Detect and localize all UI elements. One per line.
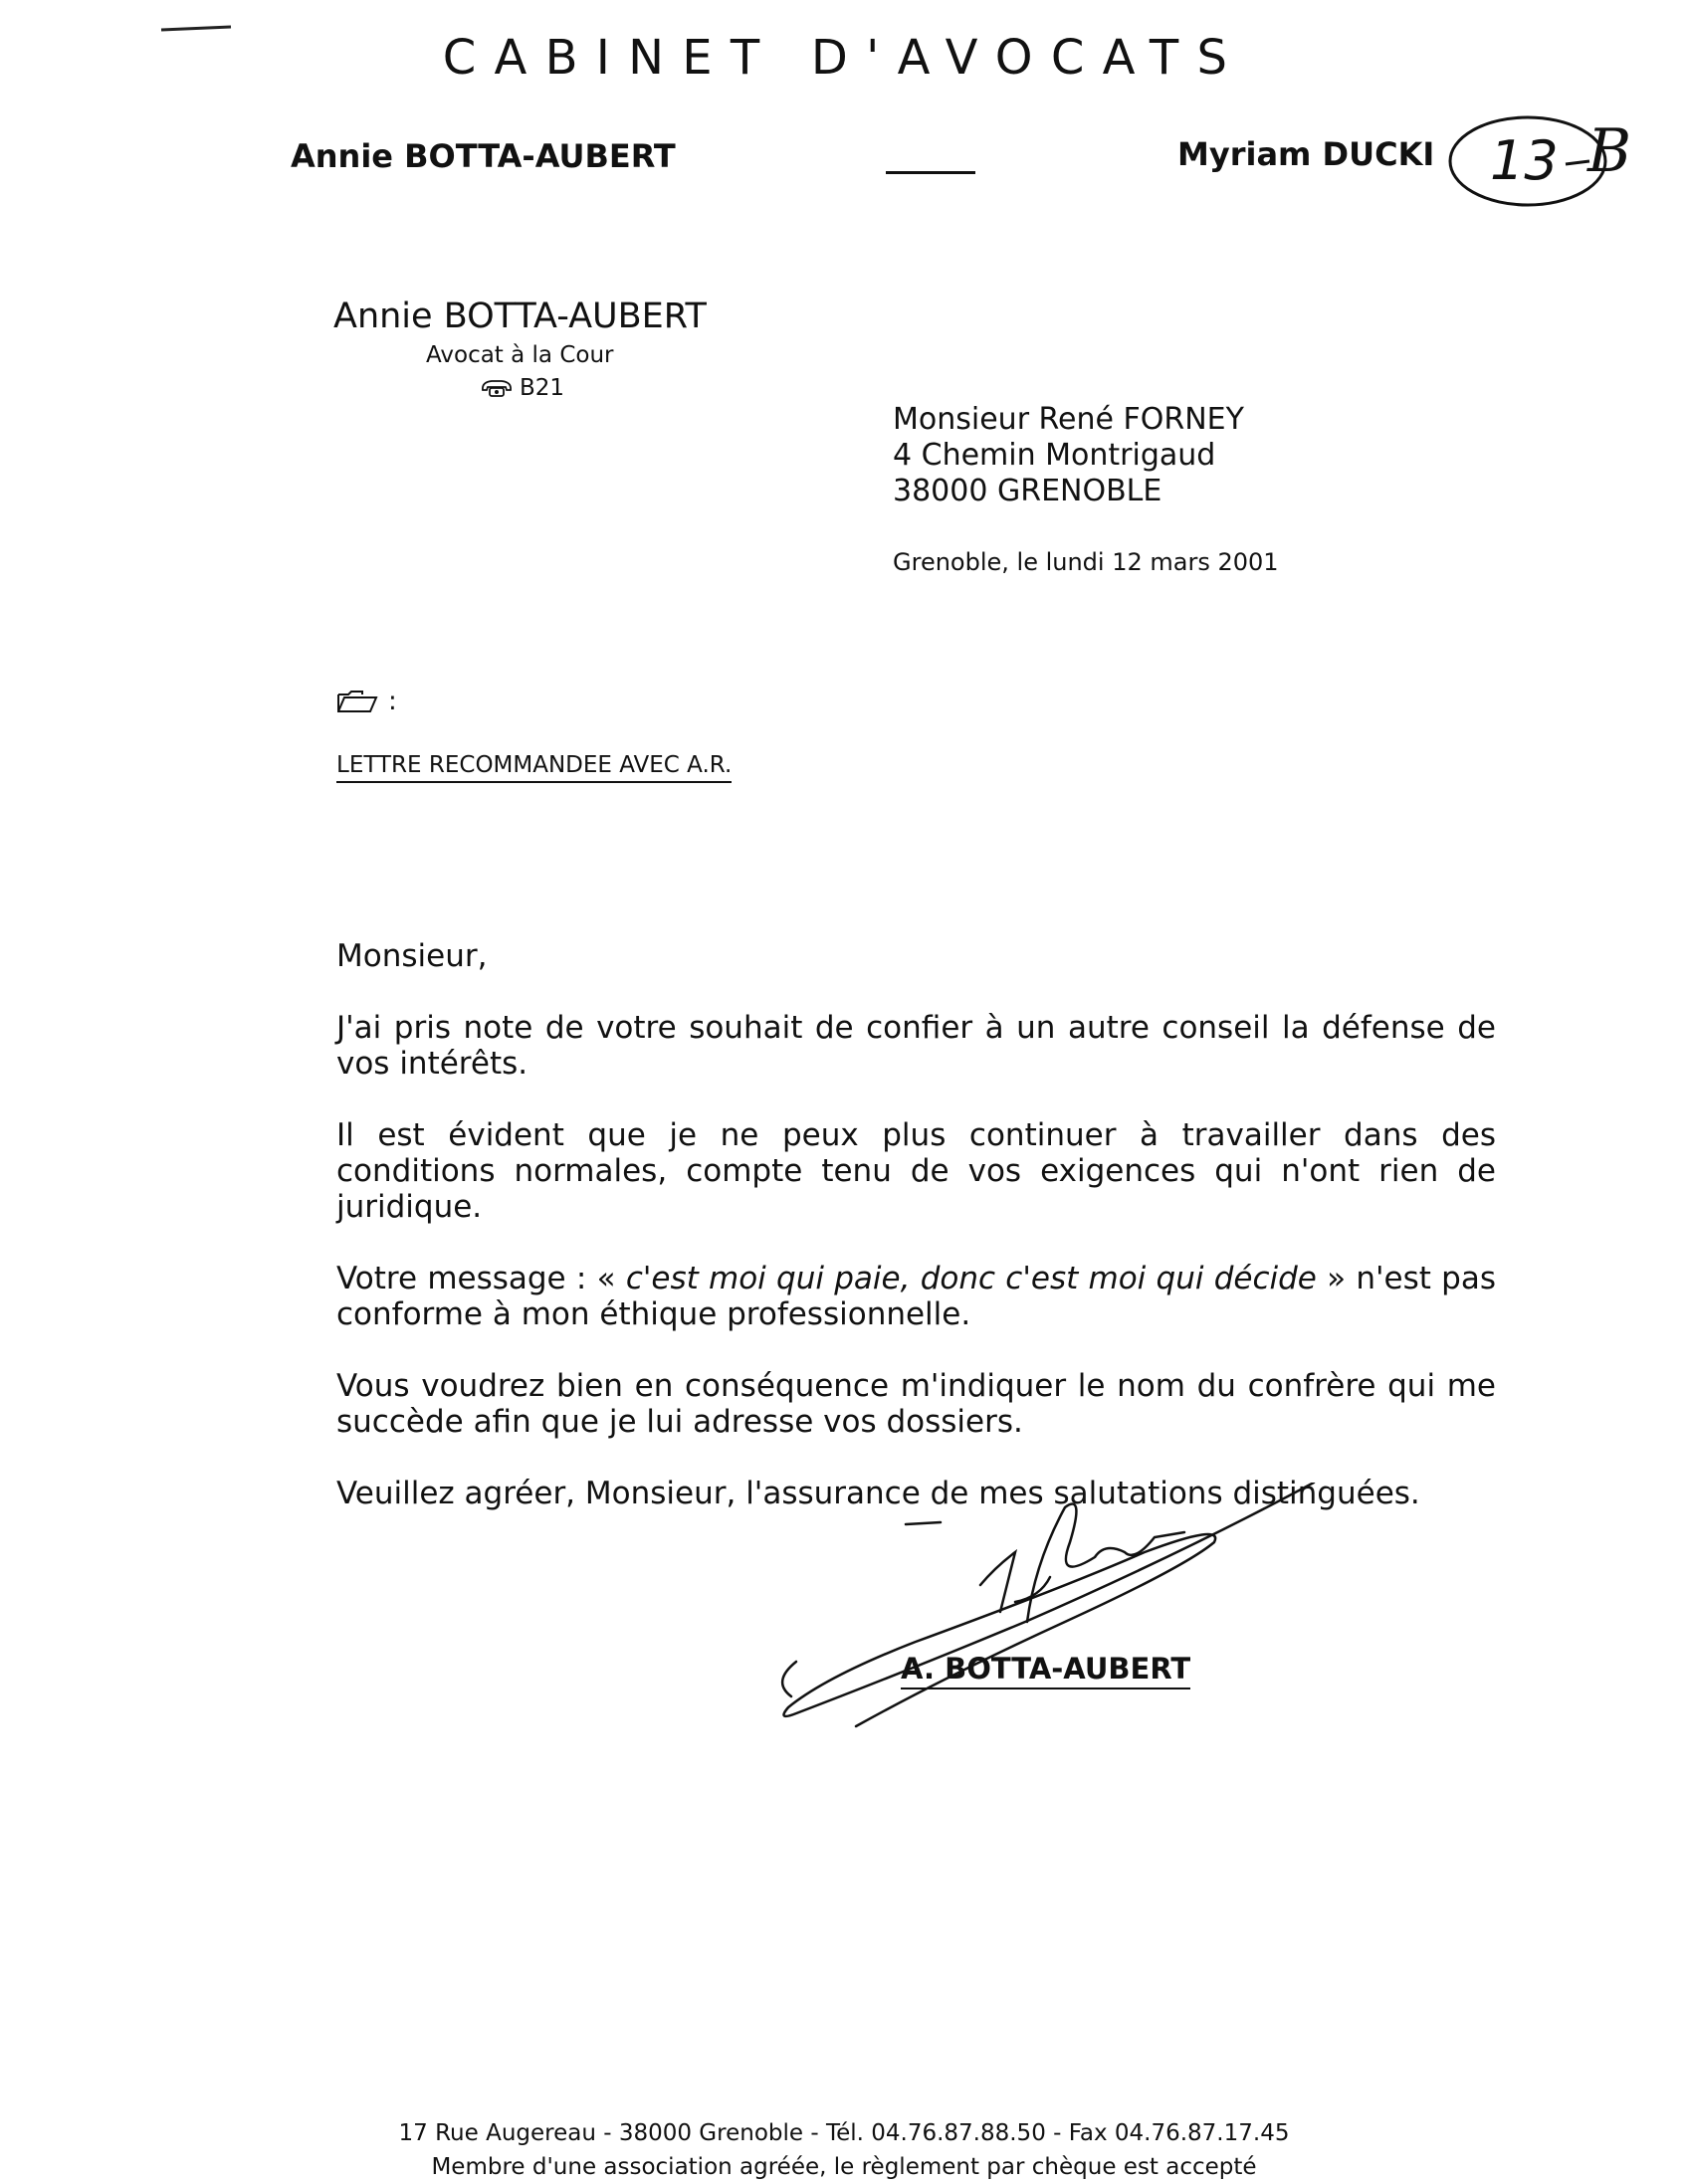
folder-icon <box>336 689 380 714</box>
quoted-message: c'est moi qui paie, donc c'est moi qui décide <box>625 1261 1317 1296</box>
stamp-letter: B <box>1587 116 1632 186</box>
partner-left-name: Annie BOTTA-AUBERT <box>291 137 676 175</box>
firm-title: CABINET D'AVOCATS <box>442 30 1246 86</box>
recipient-address <box>893 402 1244 509</box>
closing: Veuillez agréer, Monsieur, l'assurance de mes salutations distinguées. <box>336 1476 1420 1511</box>
partner-right-name: Myriam DUCKI <box>1177 135 1435 173</box>
recipient-street: 4 Chemin Montrigaud <box>893 438 1216 473</box>
paragraph-3 <box>336 1261 1496 1332</box>
footer-note: Membre d'une association agréée, le règlement par chèque est accepté <box>431 2154 1257 2180</box>
paragraph-2: Il est évident que je ne peux plus continuer à travailler dans des conditions normales, compte tenu de vos exigences qui n'ont rien de juridique. <box>336 1117 1496 1225</box>
signature-name: A. BOTTA-AUBERT <box>901 1652 1190 1689</box>
letter-date: Grenoble, le lundi 12 mars 2001 <box>893 548 1279 576</box>
salutation: Monsieur, <box>336 938 488 974</box>
phone-extension: B21 <box>520 375 565 401</box>
sender-phone <box>480 375 564 401</box>
reference-line <box>336 687 397 716</box>
header-divider <box>886 171 975 174</box>
footer-address: 17 Rue Augereau - 38000 Grenoble - Tél. 04.76.87.88.50 - Fax 04.76.87.17.45 <box>398 2120 1290 2146</box>
paragraph-4: Vous voudrez bien en conséquence m'indiquer le nom du confrère qui me succède afin que je lui adresse vos dossiers. <box>336 1368 1496 1440</box>
sender-title: Avocat à la Cour <box>426 342 614 368</box>
footer <box>0 2116 1688 2184</box>
handwritten-stamp <box>1438 109 1657 214</box>
letter-body <box>336 938 1496 1511</box>
recipient-city: 38000 GRENOBLE <box>893 474 1162 508</box>
handwritten-signature <box>766 1483 1344 1741</box>
reference-label: : <box>388 687 397 716</box>
recipient-name: Monsieur René FORNEY <box>893 402 1244 437</box>
paragraph-1: J'ai pris note de votre souhait de confier à un autre conseil la défense de vos intérêts. <box>336 1010 1496 1082</box>
stamp-number: 13 <box>1490 129 1559 192</box>
registered-mail-notice: LETTRE RECOMMANDEE AVEC A.R. <box>336 752 732 783</box>
sender-name: Annie BOTTA-AUBERT <box>333 297 707 336</box>
paragraph-3-prefix: Votre message : « <box>336 1261 626 1296</box>
paragraph-3-suffix: » n'est pas conforme à mon éthique professionnelle. <box>336 1261 1496 1332</box>
phone-icon <box>480 378 514 398</box>
